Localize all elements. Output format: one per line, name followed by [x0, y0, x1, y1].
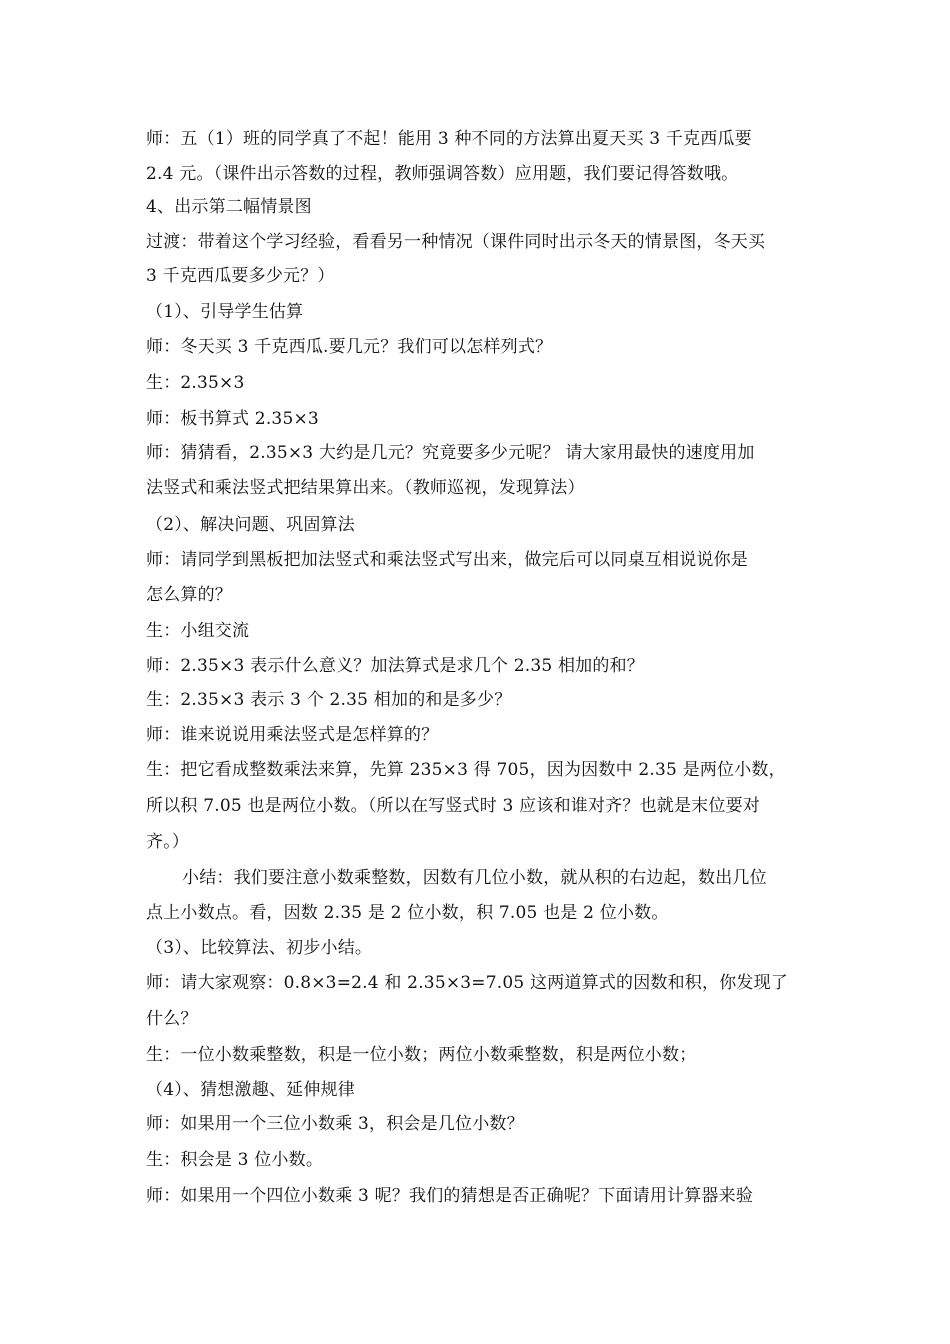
text-line-14: 怎么算的？	[146, 585, 232, 605]
text-line-30: 生：积会是 3 位小数。	[146, 1150, 324, 1170]
text-line-17: 生：2.35×3 表示 3 个 2.35 相加的和是多少？	[146, 690, 512, 710]
text-line-11: 法竖式和乘法竖式把结果算出来。（教师巡视，发现算法）	[146, 478, 585, 498]
text-line-25: 师：请大家观察：0.8×3=2.4 和 2.35×3=7.05 这两道算式的因数和积，你发现了	[146, 973, 788, 993]
text-line-16: 师：2.35×3 表示什么意义？加法算式是求几个 2.35 相加的和？	[146, 656, 644, 676]
text-line-3: 4、出示第二幅情景图	[146, 197, 312, 217]
text-line-20: 所以积 7.05 也是两位小数。（所以在写竖式时 3 应该和谁对齐？也就是末位要对	[146, 796, 760, 816]
text-line-1: 师：五（1）班的同学真了不起！能用 3 种不同的方法算出夏天买 3 千克西瓜要	[146, 129, 752, 149]
text-line-7: 师：冬天买 3 千克西瓜.要几元？我们可以怎样列式？	[146, 337, 553, 357]
text-line-29: 师：如果用一个三位小数乘 3，积会是几位小数？	[146, 1114, 524, 1134]
text-line-21: 齐。）	[146, 832, 190, 852]
text-line-8: 生：2.35×3	[146, 373, 245, 393]
text-line-6: （1）、引导学生估算	[146, 302, 304, 322]
text-line-28: （4）、猜想激趣、延伸规律	[146, 1080, 355, 1100]
text-line-15: 生：小组交流	[146, 621, 250, 641]
text-line-12: （2）、解决问题、巩固算法	[146, 515, 355, 535]
text-line-5: 3 千克西瓜要多少元？）	[146, 266, 335, 286]
text-line-26: 什么？	[146, 1009, 198, 1029]
text-line-31: 师：如果用一个四位小数乘 3 呢？我们的猜想是否正确呢？下面请用计算器来验	[146, 1186, 754, 1206]
text-line-9: 师：板书算式 2.35×3	[146, 409, 319, 429]
text-line-22: 小结：我们要注意小数乘整数，因数有几位小数，就从积的右边起，数出几位	[182, 868, 767, 888]
text-line-18: 师：谁来说说用乘法竖式是怎样算的？	[146, 725, 439, 745]
text-line-27: 生：一位小数乘整数，积是一位小数；两位小数乘整数，积是两位小数；	[146, 1045, 697, 1065]
text-line-13: 师：请同学到黑板把加法竖式和乘法竖式写出来，做完后可以同桌互相说说你是	[146, 550, 748, 570]
text-line-19: 生：把它看成整数乘法来算，先算 235×3 得 705，因为因数中 2.35 是两位小数，	[146, 760, 786, 780]
text-line-10: 师：猜猜看，2.35×3 大约是几元？究竟要多少元呢？ 请大家用最快的速度用加	[146, 443, 755, 463]
text-line-4: 过渡：带着这个学习经验，看看另一种情况（课件同时出示冬天的情景图，冬天买	[146, 232, 766, 252]
text-line-23: 点上小数点。看，因数 2.35 是 2 位小数，积 7.05 也是 2 位小数。	[146, 903, 669, 923]
text-line-24: （3）、比较算法、初步小结。	[146, 938, 373, 958]
text-line-2: 2.4 元。（课件出示答数的过程，教师强调答数）应用题，我们要记得答数哦。	[146, 164, 739, 184]
